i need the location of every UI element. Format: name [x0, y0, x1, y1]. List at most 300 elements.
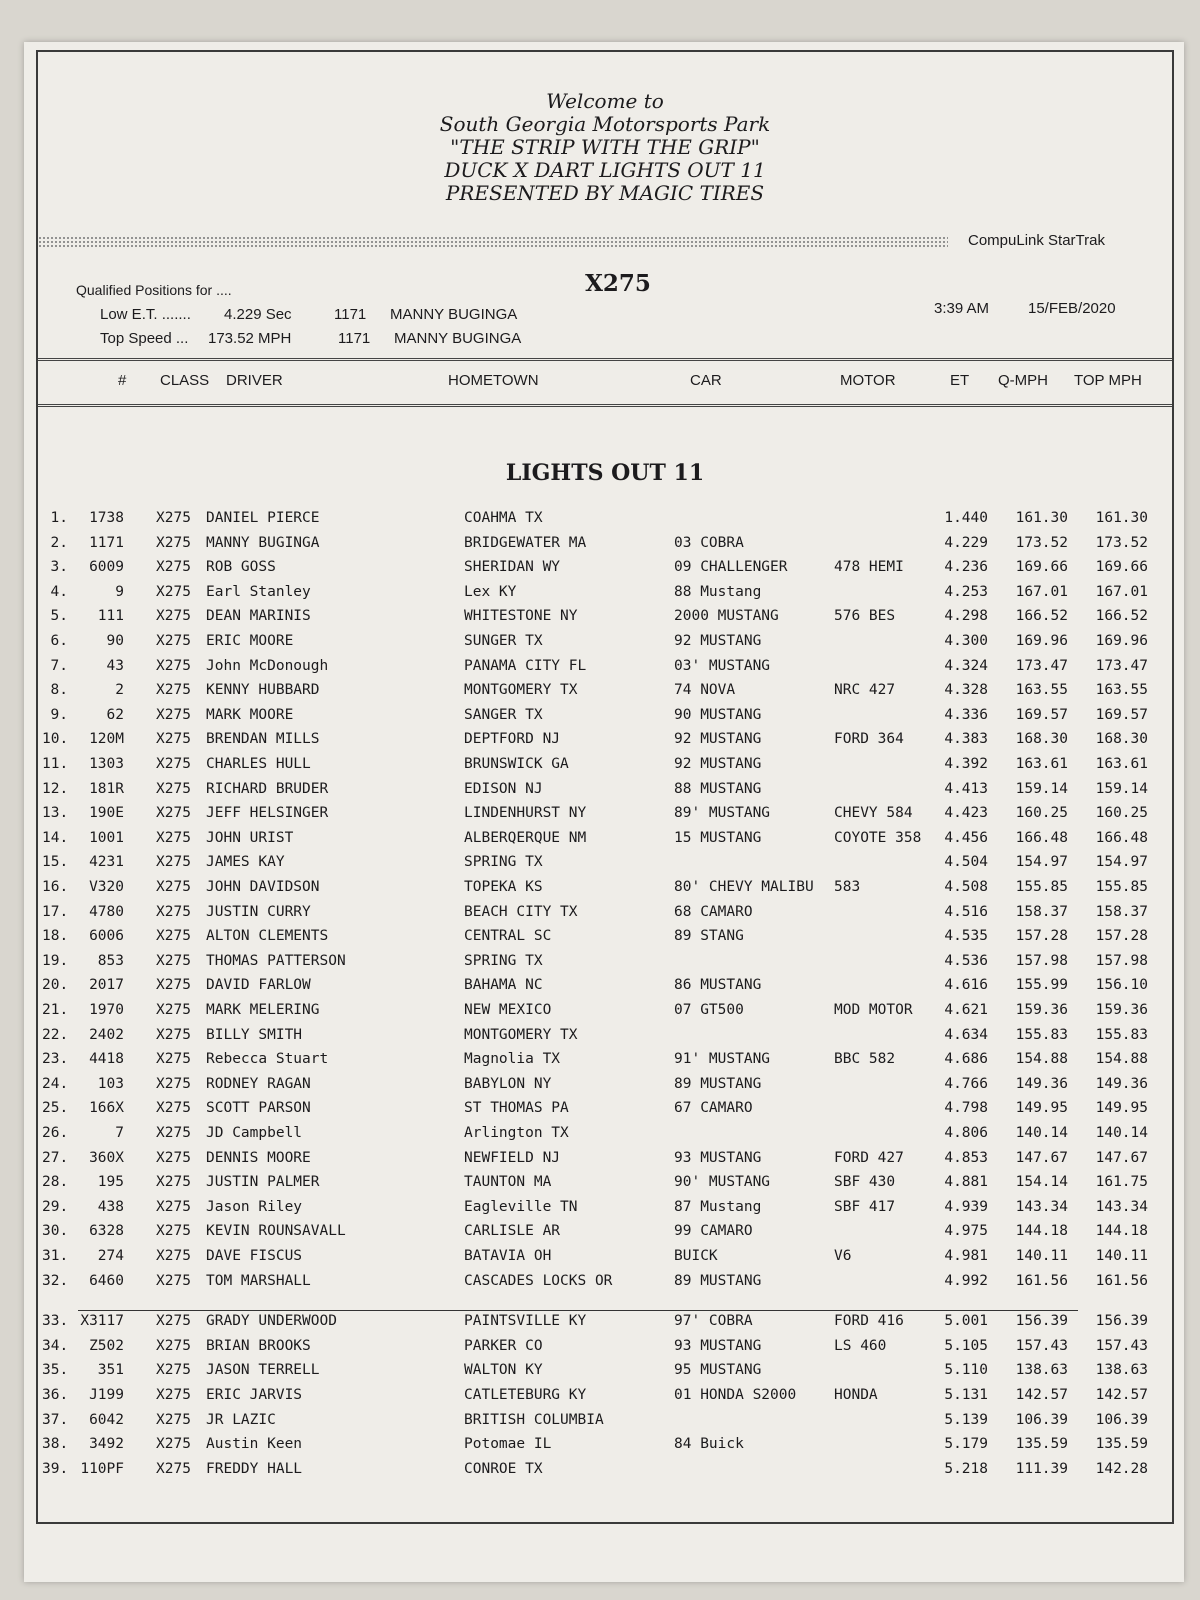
- table-row: [38, 707, 1172, 731]
- cell-car: 84 Buick: [674, 1436, 744, 1453]
- table-row: [38, 1273, 1172, 1297]
- cell-driver: DEAN MARINIS: [206, 608, 311, 625]
- table-row: [38, 1387, 1172, 1411]
- table-row: [38, 1199, 1172, 1223]
- cell-position: 16.: [42, 879, 69, 895]
- cell-car: 80' CHEVY MALIBU: [674, 879, 814, 895]
- table-row: [38, 805, 1172, 829]
- cell-driver: JUSTIN PALMER: [206, 1174, 320, 1191]
- cell-et: 4.423: [944, 805, 988, 822]
- cell-hometown: SANGER TX: [464, 706, 543, 723]
- cell-top-mph: 156.10: [1095, 977, 1148, 994]
- cell-position: 23.: [42, 1051, 69, 1068]
- cell-et: 4.992: [944, 1272, 988, 1289]
- cell-et: 4.798: [944, 1100, 988, 1117]
- cell-position: 15.: [42, 854, 69, 871]
- cell-top-mph: 166.52: [1095, 608, 1148, 625]
- table-row: [38, 608, 1172, 632]
- table-row: [38, 756, 1172, 780]
- cell-driver: GRADY UNDERWOOD: [206, 1313, 337, 1330]
- cell-position: 17.: [42, 903, 69, 920]
- cell-q-mph: 138.63: [1015, 1362, 1068, 1379]
- col-motor: MOTOR: [840, 372, 896, 389]
- cell-car-number: 1970: [89, 1002, 124, 1018]
- cell-top-mph: 169.66: [1095, 559, 1148, 576]
- cell-et: 4.621: [944, 1002, 988, 1018]
- cell-position: 21.: [42, 1002, 69, 1018]
- table-row: [38, 977, 1172, 1001]
- cell-car: 03' MUSTANG: [674, 657, 771, 674]
- cell-top-mph: 155.83: [1095, 1026, 1148, 1043]
- cell-driver: TOM MARSHALL: [206, 1272, 311, 1289]
- cell-et: 4.516: [944, 903, 988, 920]
- cell-hometown: CENTRAL SC: [464, 928, 552, 945]
- table-row: [38, 1150, 1172, 1174]
- cell-class: X275: [156, 1313, 191, 1330]
- cell-hometown: CATLETEBURG KY: [464, 1387, 587, 1403]
- cell-car: 95 MUSTANG: [674, 1362, 762, 1379]
- cell-top-mph: 144.18: [1095, 1223, 1148, 1240]
- cell-class: X275: [156, 1051, 191, 1068]
- cell-et: 4.392: [944, 756, 988, 772]
- cell-top-mph: 161.30: [1095, 510, 1148, 526]
- top-speed-number: 1171: [338, 330, 371, 347]
- cell-top-mph: 140.14: [1095, 1125, 1148, 1141]
- cell-top-mph: 156.39: [1095, 1313, 1148, 1330]
- cell-driver: DENNIS MOORE: [206, 1149, 311, 1166]
- cell-hometown: BRUNSWICK GA: [464, 756, 569, 772]
- column-headers: [38, 358, 1172, 407]
- cell-q-mph: 154.14: [1015, 1174, 1068, 1191]
- cell-q-mph: 154.88: [1015, 1051, 1068, 1068]
- section-title: LIGHTS OUT 11: [505, 460, 705, 486]
- cell-driver: BRENDAN MILLS: [206, 731, 320, 748]
- cell-driver: MARK MOORE: [206, 706, 294, 723]
- table-row: [38, 879, 1172, 903]
- cell-position: 2.: [50, 534, 68, 551]
- cell-position: 33.: [42, 1313, 69, 1330]
- cell-hometown: DEPTFORD NJ: [464, 731, 561, 748]
- cell-position: 28.: [42, 1174, 69, 1191]
- cell-car-number: 1001: [89, 829, 124, 846]
- cell-position: 24.: [42, 1075, 69, 1092]
- qualified-title: Qualified Positions for ....: [76, 282, 232, 298]
- cell-q-mph: 144.18: [1015, 1223, 1068, 1240]
- table-row: [38, 953, 1172, 977]
- top-speed-label: Top Speed ...: [100, 330, 189, 347]
- cell-driver: MANNY BUGINGA: [206, 534, 320, 551]
- welcome-banner: [38, 90, 1172, 205]
- cell-et: 4.504: [944, 854, 988, 871]
- cell-hometown: CONROE TX: [464, 1460, 543, 1477]
- col-top-mph: TOP MPH: [1074, 372, 1142, 389]
- cell-car-number: 166X: [89, 1100, 124, 1117]
- cell-driver: FREDDY HALL: [206, 1460, 303, 1477]
- table-row: [38, 1002, 1172, 1026]
- cell-hometown: EDISON NJ: [464, 780, 543, 797]
- cell-car: 93 MUSTANG: [674, 1337, 762, 1354]
- low-et-number: 1171: [334, 306, 367, 323]
- cell-class: X275: [156, 903, 191, 920]
- cell-top-mph: 142.57: [1095, 1387, 1148, 1403]
- cell-top-mph: 143.34: [1095, 1198, 1148, 1215]
- event-name: DUCK X DART LIGHTS OUT 11: [444, 158, 766, 182]
- cell-position: 32.: [42, 1272, 69, 1289]
- cell-q-mph: 149.36: [1015, 1075, 1068, 1092]
- cell-car: 87 Mustang: [674, 1198, 762, 1215]
- cell-car: 01 HONDA S2000: [674, 1387, 797, 1403]
- event-sponsor: PRESENTED BY MAGIC TIRES: [445, 181, 765, 205]
- cell-position: 35.: [42, 1362, 69, 1379]
- cell-car-number: 62: [106, 706, 124, 723]
- cell-et: 4.236: [944, 559, 988, 576]
- table-row: [38, 781, 1172, 805]
- cell-hometown: Arlington TX: [464, 1125, 569, 1141]
- cell-class: X275: [156, 1460, 191, 1477]
- cell-car-number: 120M: [89, 731, 124, 748]
- cell-hometown: BABYLON NY: [464, 1075, 552, 1092]
- cell-position: 26.: [42, 1125, 69, 1141]
- cell-top-mph: 157.28: [1095, 928, 1148, 945]
- cell-hometown: SPRING TX: [464, 854, 543, 871]
- cell-top-mph: 154.97: [1095, 854, 1148, 871]
- cell-car: 2000 MUSTANG: [674, 608, 779, 625]
- cell-driver: DANIEL PIERCE: [206, 510, 320, 526]
- cell-position: 36.: [42, 1387, 69, 1403]
- cell-car-number: 6006: [89, 928, 124, 945]
- cell-motor: BBC 582: [834, 1051, 896, 1068]
- cell-hometown: SHERIDAN WY: [464, 559, 561, 576]
- table-row: [38, 658, 1172, 682]
- low-et-value: 4.229 Sec: [224, 306, 292, 323]
- cell-top-mph: 147.67: [1095, 1149, 1148, 1166]
- cell-car-number: 4231: [89, 854, 124, 871]
- table-row: [38, 1338, 1172, 1362]
- cell-car-number: 43: [106, 657, 124, 674]
- table-row: [38, 1051, 1172, 1075]
- cell-car: 92 MUSTANG: [674, 633, 762, 649]
- cell-car-number: 6460: [89, 1272, 124, 1289]
- table-row: [38, 928, 1172, 952]
- cell-car: 97' COBRA: [674, 1313, 753, 1330]
- dotted-separator: [38, 236, 948, 248]
- cell-class: X275: [156, 1174, 191, 1191]
- qualifier-cutoff-line: [78, 1310, 1078, 1311]
- cell-driver: Austin Keen: [206, 1436, 303, 1453]
- table-row: [38, 1125, 1172, 1149]
- cell-top-mph: 157.43: [1095, 1337, 1148, 1354]
- cell-et: 5.131: [944, 1387, 988, 1403]
- cell-position: 34.: [42, 1337, 69, 1354]
- cell-class: X275: [156, 977, 191, 994]
- cell-position: 11.: [42, 756, 69, 772]
- cell-et: 5.105: [944, 1337, 988, 1354]
- cell-q-mph: 143.34: [1015, 1198, 1068, 1215]
- cell-car: 92 MUSTANG: [674, 756, 762, 772]
- cell-q-mph: 166.48: [1015, 829, 1068, 846]
- cell-driver: John McDonough: [206, 657, 329, 674]
- cell-car-number: 2402: [89, 1026, 124, 1043]
- cell-et: 4.229: [944, 534, 988, 551]
- cell-driver: Rebecca Stuart: [206, 1051, 329, 1068]
- track-slogan: "THE STRIP WITH THE GRIP": [450, 135, 760, 159]
- cell-top-mph: 160.25: [1095, 805, 1148, 822]
- cell-hometown: TOPEKA KS: [464, 879, 543, 895]
- cell-driver: JUSTIN CURRY: [206, 903, 311, 920]
- cell-q-mph: 173.47: [1015, 657, 1068, 674]
- cell-et: 4.336: [944, 706, 988, 723]
- cell-hometown: PANAMA CITY FL: [464, 657, 587, 674]
- cell-class: X275: [156, 1223, 191, 1240]
- welcome-line: Welcome to: [546, 89, 664, 113]
- cell-driver: JAMES KAY: [206, 854, 285, 871]
- cell-position: 4.: [50, 583, 68, 600]
- cell-class: X275: [156, 633, 191, 649]
- cell-top-mph: 163.61: [1095, 756, 1148, 772]
- cell-driver: JR LAZIC: [206, 1411, 276, 1428]
- cell-motor: NRC 427: [834, 682, 896, 699]
- cell-car-number: 6009: [89, 559, 124, 576]
- cell-hometown: BRITISH COLUMBIA: [464, 1411, 604, 1428]
- cell-driver: DAVE FISCUS: [206, 1248, 303, 1264]
- cell-hometown: SUNGER TX: [464, 633, 543, 649]
- cell-driver: MARK MELERING: [206, 1002, 320, 1018]
- cell-class: X275: [156, 706, 191, 723]
- table-row: [38, 1223, 1172, 1247]
- cell-car-number: 195: [97, 1174, 124, 1191]
- cell-top-mph: 168.30: [1095, 731, 1148, 748]
- cell-top-mph: 161.75: [1095, 1174, 1148, 1191]
- cell-class: X275: [156, 534, 191, 551]
- cell-top-mph: 173.52: [1095, 534, 1148, 551]
- cell-class: X275: [156, 1337, 191, 1354]
- cell-position: 31.: [42, 1248, 69, 1264]
- cell-car-number: 103: [97, 1075, 124, 1092]
- cell-class: X275: [156, 583, 191, 600]
- cell-car-number: 3492: [89, 1436, 124, 1453]
- cell-position: 8.: [50, 682, 68, 699]
- cell-driver: ERIC JARVIS: [206, 1387, 303, 1403]
- header-box: [38, 52, 1172, 361]
- cell-et: 4.686: [944, 1051, 988, 1068]
- cell-driver: ALTON CLEMENTS: [206, 928, 329, 945]
- cell-hometown: SPRING TX: [464, 952, 543, 969]
- cell-q-mph: 169.96: [1015, 633, 1068, 649]
- cell-top-mph: 138.63: [1095, 1362, 1148, 1379]
- col-driver: DRIVER: [226, 372, 283, 389]
- cell-q-mph: 155.83: [1015, 1026, 1068, 1043]
- cell-position: 25.: [42, 1100, 69, 1117]
- col-car: CAR: [690, 372, 722, 389]
- cell-driver: ROB GOSS: [206, 559, 276, 576]
- cell-car-number: 6328: [89, 1223, 124, 1240]
- col-hometown: HOMETOWN: [448, 372, 539, 389]
- cell-et: 4.535: [944, 928, 988, 945]
- cell-q-mph: 154.97: [1015, 854, 1068, 871]
- cell-et: 4.766: [944, 1075, 988, 1092]
- cell-top-mph: 157.98: [1095, 952, 1148, 969]
- cell-motor: 576 BES: [834, 608, 896, 625]
- cell-class: X275: [156, 879, 191, 895]
- cell-car: 88 MUSTANG: [674, 780, 762, 797]
- cell-car-number: 110PF: [80, 1460, 124, 1477]
- cell-et: 4.508: [944, 879, 988, 895]
- cell-car-number: 274: [97, 1248, 124, 1264]
- cell-et: 4.324: [944, 657, 988, 674]
- cell-q-mph: 161.30: [1015, 510, 1068, 526]
- cell-class: X275: [156, 1002, 191, 1018]
- cell-q-mph: 169.57: [1015, 706, 1068, 723]
- top-speed-driver: MANNY BUGINGA: [394, 330, 522, 347]
- cell-et: 1.440: [944, 510, 988, 526]
- table-row: [38, 1100, 1172, 1124]
- cell-q-mph: 158.37: [1015, 903, 1068, 920]
- cell-et: 4.634: [944, 1026, 988, 1043]
- cell-q-mph: 173.52: [1015, 534, 1068, 551]
- cell-position: 5.: [50, 608, 68, 625]
- cell-top-mph: 159.14: [1095, 780, 1148, 797]
- low-et-driver: MANNY BUGINGA: [390, 306, 518, 323]
- vendor-label: CompuLink StarTrak: [968, 232, 1105, 249]
- cell-top-mph: 149.95: [1095, 1100, 1148, 1117]
- cell-class: X275: [156, 928, 191, 945]
- cell-car: 74 NOVA: [674, 682, 736, 699]
- cell-et: 5.110: [944, 1362, 988, 1379]
- cell-position: 9.: [50, 706, 68, 723]
- cell-class: X275: [156, 1125, 191, 1141]
- cell-q-mph: 147.67: [1015, 1149, 1068, 1166]
- cell-et: 5.218: [944, 1460, 988, 1477]
- cell-et: 5.179: [944, 1436, 988, 1453]
- cell-position: 22.: [42, 1026, 69, 1043]
- cell-q-mph: 155.85: [1015, 879, 1068, 895]
- table-row: [38, 584, 1172, 608]
- cell-q-mph: 159.36: [1015, 1002, 1068, 1018]
- cell-position: 27.: [42, 1149, 69, 1166]
- results-sheet: [24, 42, 1184, 1582]
- cell-driver: BRIAN BROOKS: [206, 1337, 311, 1354]
- cell-hometown: MONTGOMERY TX: [464, 1026, 578, 1043]
- cell-top-mph: 166.48: [1095, 829, 1148, 846]
- print-time: 3:39 AM: [934, 300, 990, 317]
- cell-car-number: 4780: [89, 903, 124, 920]
- cell-class: X275: [156, 1411, 191, 1428]
- cell-class: X275: [156, 731, 191, 748]
- cell-motor: MOD MOTOR: [834, 1002, 913, 1018]
- cell-hometown: BATAVIA OH: [464, 1248, 552, 1264]
- table-row: [38, 1436, 1172, 1460]
- cell-driver: JASON TERRELL: [206, 1362, 320, 1379]
- track-name: South Georgia Motorsports Park: [439, 112, 771, 136]
- cell-et: 4.536: [944, 952, 988, 969]
- cell-q-mph: 142.57: [1015, 1387, 1068, 1403]
- cell-position: 12.: [42, 780, 69, 797]
- cell-driver: RODNEY RAGAN: [206, 1075, 311, 1092]
- cell-motor: V6: [834, 1248, 852, 1264]
- cell-et: 5.001: [944, 1313, 988, 1330]
- table-row: [38, 1412, 1172, 1436]
- cell-car: 90 MUSTANG: [674, 706, 762, 723]
- cell-top-mph: 159.36: [1095, 1002, 1148, 1018]
- cell-q-mph: 163.55: [1015, 682, 1068, 699]
- cell-hometown: BRIDGEWATER MA: [464, 534, 587, 551]
- table-row: [38, 1027, 1172, 1051]
- cell-et: 4.806: [944, 1125, 988, 1141]
- cell-hometown: COAHMA TX: [464, 510, 543, 526]
- cell-hometown: Lex KY: [464, 583, 517, 600]
- cell-position: 13.: [42, 805, 69, 822]
- table-row: [38, 682, 1172, 706]
- cell-q-mph: 168.30: [1015, 731, 1068, 748]
- cell-car-number: 111: [97, 608, 124, 625]
- cell-class: X275: [156, 829, 191, 846]
- cell-position: 14.: [42, 829, 69, 846]
- cell-q-mph: 159.14: [1015, 780, 1068, 797]
- cell-car-number: 190E: [89, 805, 124, 822]
- cell-et: 4.981: [944, 1248, 988, 1264]
- cell-motor: FORD 364: [834, 731, 904, 748]
- cell-et: 4.383: [944, 731, 988, 748]
- top-speed-value: 173.52 MPH: [208, 330, 292, 347]
- cell-et: 4.413: [944, 780, 988, 797]
- cell-car: 91' MUSTANG: [674, 1051, 771, 1068]
- cell-top-mph: 106.39: [1095, 1411, 1148, 1428]
- cell-driver: THOMAS PATTERSON: [206, 952, 346, 969]
- cell-motor: 478 HEMI: [834, 559, 904, 576]
- cell-position: 10.: [42, 731, 69, 748]
- cell-hometown: CARLISLE AR: [464, 1223, 561, 1240]
- cell-driver: JOHN URIST: [206, 829, 294, 846]
- cell-class: X275: [156, 1436, 191, 1453]
- cell-car: 07 GT500: [674, 1002, 744, 1018]
- cell-q-mph: 169.66: [1015, 559, 1068, 576]
- cell-car-number: 90: [106, 633, 124, 649]
- cell-car-number: 438: [97, 1198, 124, 1215]
- cell-class: X275: [156, 805, 191, 822]
- cell-hometown: WALTON KY: [464, 1362, 543, 1379]
- cell-car-number: 9: [115, 583, 124, 600]
- table-row: [38, 510, 1172, 534]
- cell-class: X275: [156, 756, 191, 772]
- cell-position: 38.: [42, 1436, 69, 1453]
- cell-car: 89 MUSTANG: [674, 1075, 762, 1092]
- cell-car-number: 2: [115, 682, 124, 699]
- cell-top-mph: 155.85: [1095, 879, 1148, 895]
- cell-top-mph: 163.55: [1095, 682, 1148, 699]
- cell-car-number: 1303: [89, 756, 124, 772]
- cell-top-mph: 135.59: [1095, 1436, 1148, 1453]
- cell-car: 90' MUSTANG: [674, 1174, 771, 1191]
- cell-class: X275: [156, 682, 191, 699]
- cell-q-mph: 163.61: [1015, 756, 1068, 772]
- cell-driver: JD Campbell: [206, 1125, 303, 1141]
- cell-car-number: 853: [97, 952, 124, 969]
- cell-et: 4.298: [944, 608, 988, 625]
- cell-position: 19.: [42, 952, 69, 969]
- cell-class: X275: [156, 1362, 191, 1379]
- cell-et: 4.328: [944, 682, 988, 699]
- table-row: [38, 1313, 1172, 1337]
- cell-hometown: Potomae IL: [464, 1436, 552, 1453]
- cell-class: X275: [156, 1026, 191, 1043]
- cell-class: X275: [156, 1248, 191, 1264]
- low-et-label: Low E.T. .......: [100, 306, 191, 323]
- sheet-frame: [36, 50, 1174, 1524]
- table-row: [38, 559, 1172, 583]
- cell-car: 89 STANG: [674, 928, 744, 945]
- cell-top-mph: 142.28: [1095, 1460, 1148, 1477]
- cell-driver: CHARLES HULL: [206, 756, 311, 772]
